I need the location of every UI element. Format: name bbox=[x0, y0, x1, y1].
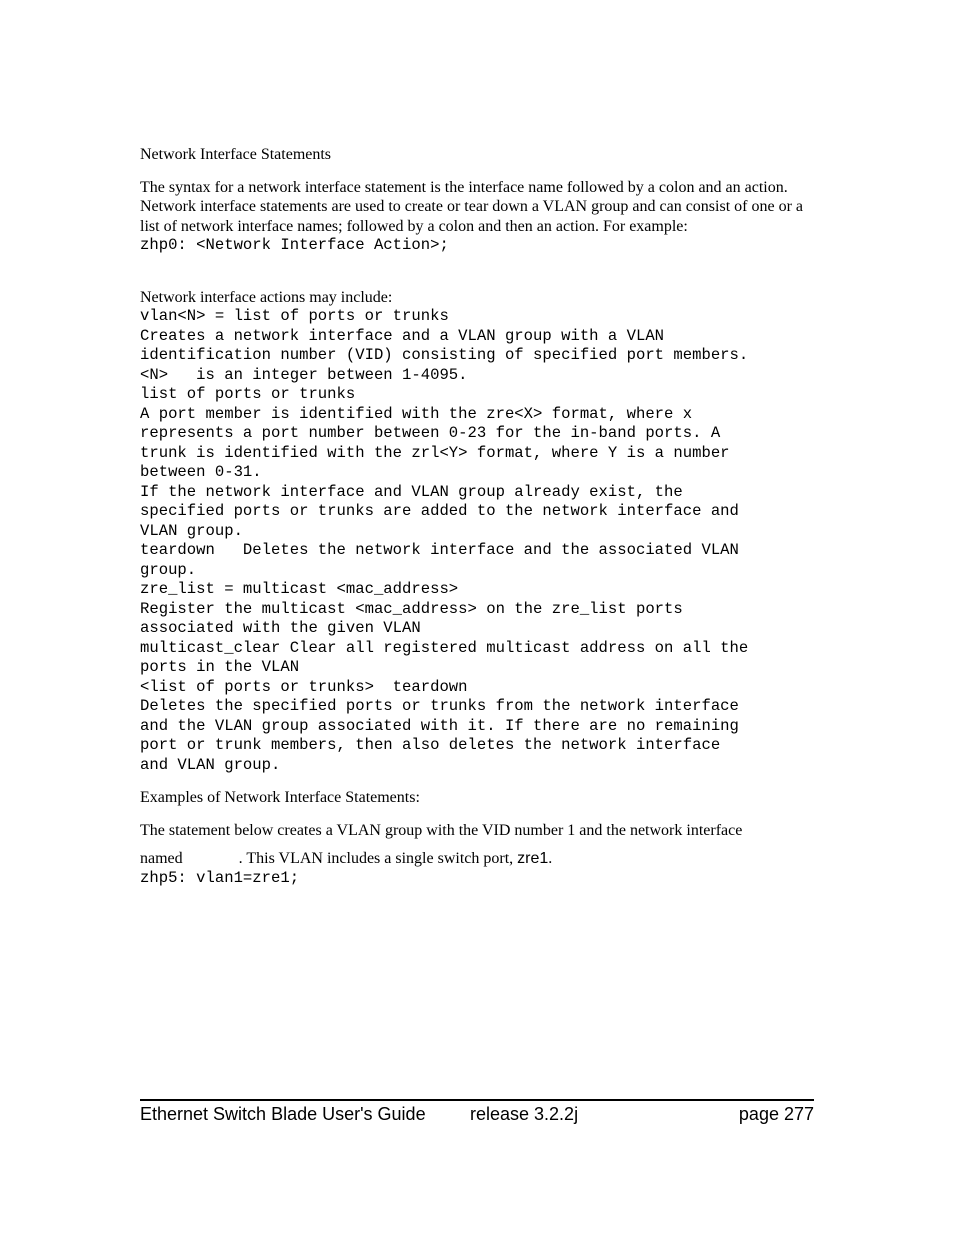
examples-heading: Examples of Network Interface Statements: bbox=[140, 789, 420, 806]
examples-paragraph-line1: The statement below creates a VLAN group with the VID number 1 and the network interface bbox=[140, 821, 743, 839]
footer-guide-title: Ethernet Switch Blade User's Guide bbox=[140, 1104, 426, 1124]
named-word: named bbox=[140, 850, 183, 867]
page-footer bbox=[140, 1099, 814, 1124]
ports-definition: list of ports or trunks A port member is identified with the zre<X> format, where x represents a port number between 0-23 for the in-band ports. A trunk is identified with the zrl<Y> format, where Y is a number between 0-31. bbox=[140, 385, 730, 481]
examples-paragraph-line2 bbox=[140, 849, 820, 869]
multicast-clear-definition: multicast_clear Clear all registered multicast address on all the ports in the VLAN bbox=[140, 638, 749, 676]
syntax-example: zhp0: <Network Interface Action>; bbox=[140, 236, 449, 254]
vlan-definition: vlan<N> = list of ports or trunks Creates a network interface and a VLAN group with a VLAN identification number (VID) consisting of specified port members. bbox=[140, 307, 749, 364]
exist-note: If the network interface and VLAN group already exist, the specified ports or trunks are added to the network interface and VLAN group. bbox=[140, 482, 739, 540]
actions-intro: Network interface actions may include: bbox=[140, 288, 393, 306]
port-name: zre1 bbox=[517, 850, 549, 867]
final-example-code: zhp5: vlan1=zre1; bbox=[140, 868, 300, 887]
vlan-includes-text: . This VLAN includes a single switch port, bbox=[238, 850, 514, 867]
section-heading: Network Interface Statements bbox=[140, 146, 332, 163]
intro-paragraph: The syntax for a network interface statement is the interface name followed by a colon and an action. Network interface statements are used to create or tear down a VLAN group and can consist of one or a list of network interface names; followed by a colon and then an action. For example: bbox=[140, 178, 804, 235]
zre-list-definition: zre_list = multicast <mac_address> Register the multicast <mac_address> on the zre_list ports associated with the given VLAN bbox=[140, 580, 683, 637]
footer-page-number: page 277 bbox=[738, 1104, 814, 1124]
teardown-definition: teardown Deletes the network interface and the associated VLAN group. bbox=[140, 541, 739, 579]
list-teardown-definition: <list of ports or trunks> teardown Deletes the specified ports or trunks from the network interface and the VLAN group associated with it. If there are no remaining port or trunk members, then also deletes the network interface and VLAN group. bbox=[140, 677, 739, 774]
document-body bbox=[140, 145, 820, 888]
n-definition: <N> is an integer between 1-4095. bbox=[140, 365, 468, 384]
footer-release: release 3.2.2j bbox=[470, 1104, 579, 1124]
period: . bbox=[548, 850, 553, 867]
